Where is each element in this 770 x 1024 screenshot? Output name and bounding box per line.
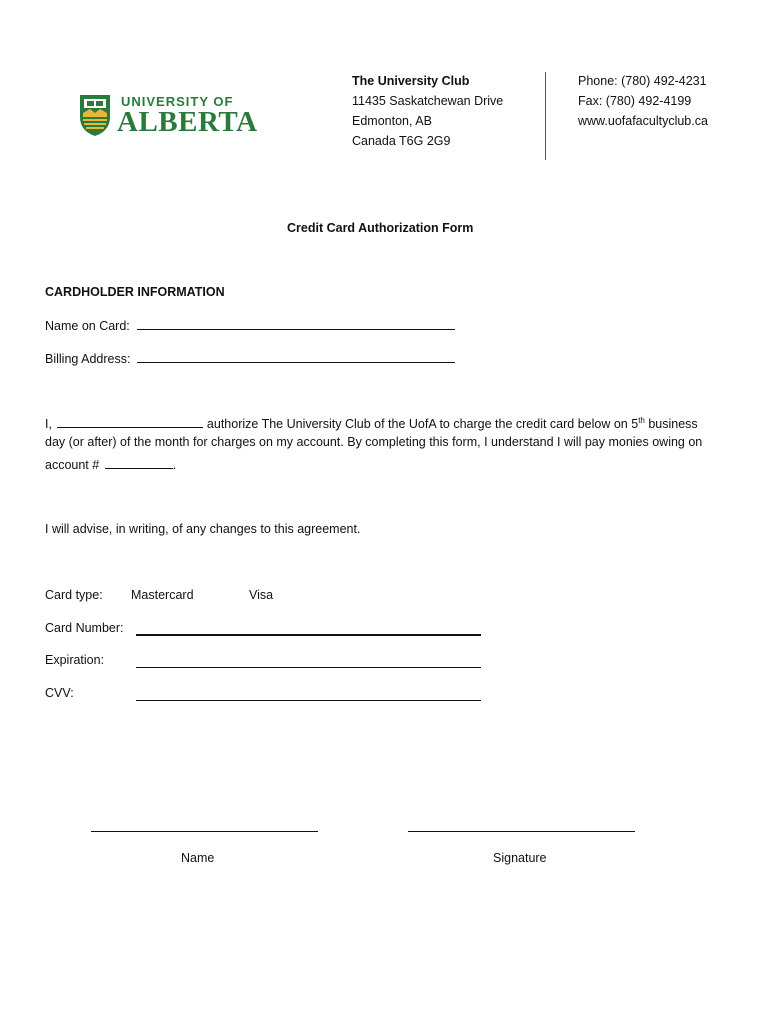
authorizer-name-field[interactable]	[57, 415, 203, 428]
card-type-label: Card type:	[45, 588, 103, 602]
contact-phone: Phone: (780) 492-4231	[578, 74, 707, 88]
club-city: Edmonton, AB	[352, 114, 432, 128]
authorization-line-1	[45, 415, 698, 431]
account-label: account #	[45, 458, 100, 472]
logo-wordmark-bottom: ALBERTA	[117, 106, 258, 138]
card-number-label: Card Number:	[45, 621, 124, 635]
name-caption: Name	[181, 851, 215, 865]
club-name: The University Club	[352, 74, 470, 88]
authorization-superscript: th	[638, 415, 645, 425]
name-on-card-row	[45, 317, 455, 333]
advise-statement: I will advise, in writing, of any changes to this agreement.	[45, 522, 361, 536]
account-number-field[interactable]	[105, 456, 173, 469]
billing-address-row	[45, 350, 455, 366]
contact-fax: Fax: (780) 492-4199	[578, 94, 692, 108]
billing-address-field[interactable]	[137, 350, 455, 363]
expiration-field[interactable]	[136, 667, 481, 668]
cvv-field[interactable]	[136, 700, 481, 701]
name-signature-line[interactable]	[91, 831, 318, 832]
name-on-card-field[interactable]	[137, 317, 455, 330]
billing-address-label: Billing Address:	[45, 352, 131, 366]
authorization-line-3	[45, 456, 176, 472]
header-divider	[545, 72, 546, 160]
card-number-field[interactable]	[136, 634, 481, 636]
card-option-visa[interactable]: Visa	[249, 588, 274, 602]
card-option-mastercard[interactable]: Mastercard	[131, 588, 194, 602]
cvv-label: CVV:	[45, 686, 74, 700]
account-suffix: .	[172, 458, 177, 472]
club-street: 11435 Saskatchewan Drive	[352, 94, 504, 108]
expiration-label: Expiration:	[45, 653, 105, 667]
authorization-prefix: I,	[45, 417, 52, 431]
authorization-text-end: business	[644, 417, 698, 431]
form-title: Credit Card Authorization Form	[287, 221, 474, 235]
signature-line[interactable]	[408, 831, 635, 832]
university-crest-logo	[78, 93, 112, 137]
club-country: Canada T6G 2G9	[352, 134, 451, 148]
authorization-line-2: day (or after) of the month for charges on my account. By completing this form, I understand I will pay monies owing on	[45, 435, 703, 449]
authorization-text: authorize The University Club of the UofA to charge the credit card below on 5	[206, 417, 639, 431]
contact-website[interactable]: www.uofafacultyclub.ca	[578, 114, 708, 128]
section-heading: CARDHOLDER INFORMATION	[45, 285, 225, 299]
name-on-card-label: Name on Card:	[45, 319, 130, 333]
signature-caption: Signature	[493, 851, 547, 865]
logo-wordmark-top: UNIVERSITY OF	[121, 94, 234, 109]
